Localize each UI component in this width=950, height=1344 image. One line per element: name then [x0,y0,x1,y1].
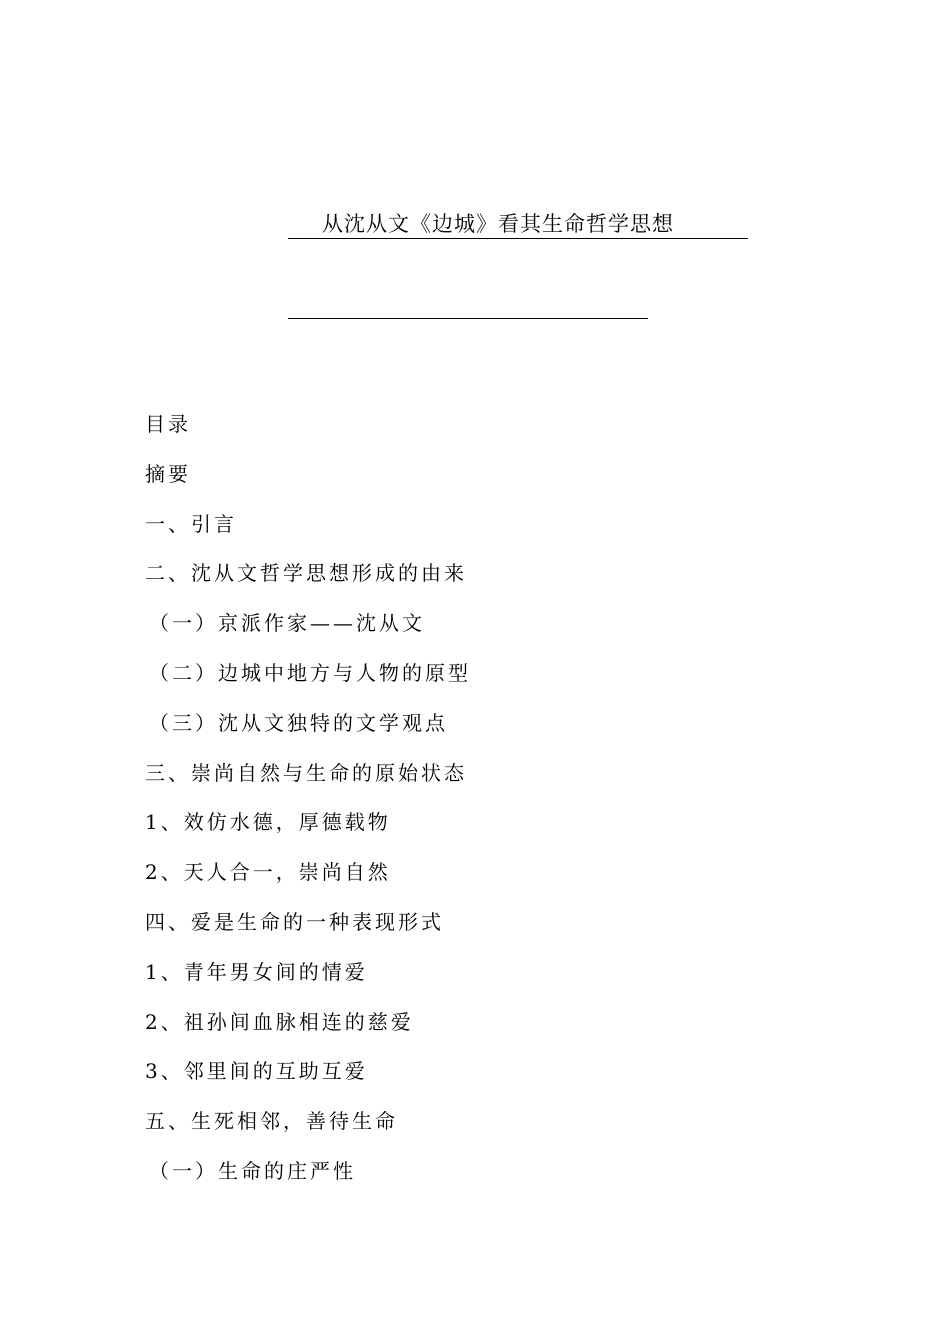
toc-heading: 目录 [145,412,191,436]
toc-item: 3、邻里间的互助互爱 [145,1059,368,1084]
toc-item: 三、崇尚自然与生命的原始状态 [145,760,467,785]
title-underline [288,210,748,239]
document-title: 从沈从文《边城》看其生命哲学思想 [322,212,674,236]
toc-item: 1、青年男女间的情爱 [145,959,368,984]
blank-underline [288,318,648,319]
toc-item: 摘要 [145,461,191,486]
toc-item: 四、爱是生命的一种表现形式 [145,909,444,934]
toc-subitem: （二）边城中地方与人物的原型 [149,660,471,685]
toc-item: 二、沈从文哲学思想形成的由来 [145,561,467,586]
toc-item: 2、天人合一，崇尚自然 [145,860,391,885]
table-of-contents [145,408,845,1205]
toc-subitem: （一）京派作家——沈从文 [149,611,425,636]
toc-item: 1、效仿水德，厚德载物 [145,810,391,835]
toc-item: 一、引言 [145,511,237,536]
toc-item: 2、祖孙间血脉相连的慈爱 [145,1009,414,1034]
toc-subitem: （一）生命的庄严性 [149,1158,356,1183]
toc-item: 五、生死相邻，善待生命 [145,1109,398,1134]
toc-subitem: （三）沈从文独特的文学观点 [149,710,448,735]
